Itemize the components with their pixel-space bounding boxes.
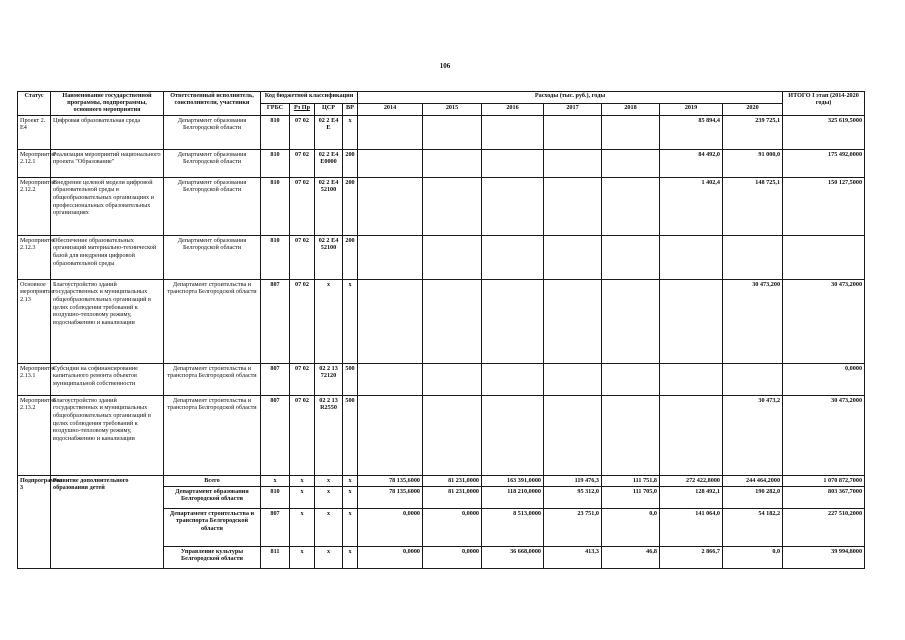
row-y2018 [602, 115, 660, 149]
subprogram-total: 803 367,7000 [783, 486, 865, 508]
table-row [18, 115, 865, 149]
header-vr: ВР [343, 103, 358, 115]
row-total [783, 235, 865, 279]
row-y2014 [358, 177, 423, 235]
subprogram-y2016: 118 210,0000 [482, 486, 544, 508]
subprogram-row [18, 475, 865, 486]
row-csr: х [315, 279, 343, 363]
row-y2014 [358, 149, 423, 177]
row-grbs: 810 [261, 115, 290, 149]
row-rzpr: 07 02 [290, 149, 315, 177]
row-y2017 [544, 363, 602, 395]
row-y2019: 84 492,0 [660, 149, 723, 177]
row-responsible: Департамент образования Белгородской области [164, 177, 261, 235]
subprogram-vr: х [343, 546, 358, 568]
header-year-2015: 2015 [423, 103, 482, 115]
subprogram-y2020: 190 282,0 [723, 486, 783, 508]
header-name: Наименование государственной программы, подпрограммы, основного мероприятия [51, 92, 164, 116]
row-total: 175 492,0000 [783, 149, 865, 177]
subprogram-vr: х [343, 486, 358, 508]
row-status: Мероприятие 2.13.2 [18, 395, 51, 475]
subprogram-grbs: 807 [261, 508, 290, 546]
row-csr: 02 2 13 72120 [315, 363, 343, 395]
row-responsible: Департамент строительства и транспорта Белгородской области [164, 279, 261, 363]
subprogram-y2020: 54 182,2 [723, 508, 783, 546]
subprogram-total: 227 510,2000 [783, 508, 865, 546]
row-status: Мероприятие 2.12.2 [18, 177, 51, 235]
subprogram-y2020: 244 464,2000 [723, 475, 783, 486]
row-name: Цифровая образовательная среда [51, 115, 164, 149]
row-y2019: 85 894,4 [660, 115, 723, 149]
row-vr: х [343, 279, 358, 363]
row-name: Благоустройство зданий государственных и муниципальных общеобразовательных организаций в целях соблюдения требований к воздушно-тепловому режиму, водоснабжению и канализации [51, 279, 164, 363]
row-name: Обеспечение образовательных организаций материально-технической базой для внедрения цифровой образовательной среды [51, 235, 164, 279]
subprogram-responsible: Всего [164, 475, 261, 486]
row-responsible: Департамент образования Белгородской области [164, 115, 261, 149]
header-year-2020: 2020 [723, 103, 783, 115]
row-y2016 [482, 177, 544, 235]
header-year-2017: 2017 [544, 103, 602, 115]
table-row [18, 235, 865, 279]
subprogram-total: 39 994,8000 [783, 546, 865, 568]
row-vr: 200 [343, 149, 358, 177]
row-status: Мероприятие 2.12.1 [18, 149, 51, 177]
page-number: 106 [439, 62, 451, 70]
row-y2020: 148 725,1 [723, 177, 783, 235]
subprogram-y2014: 0,0000 [358, 546, 423, 568]
subprogram-rzpr: х [290, 486, 315, 508]
header-year-2018: 2018 [602, 103, 660, 115]
header-status: Статус [18, 92, 51, 116]
row-csr: 02 2 Е4 52100 [315, 235, 343, 279]
table-row [18, 363, 865, 395]
row-y2020: 91 000,0 [723, 149, 783, 177]
row-total: 150 127,5000 [783, 177, 865, 235]
table-row [18, 149, 865, 177]
row-y2019 [660, 395, 723, 475]
subprogram-responsible: Департамент строительства и транспорта Белгородской области [164, 508, 261, 546]
subprogram-y2016: 36 668,0000 [482, 546, 544, 568]
subprogram-y2018: 46,8 [602, 546, 660, 568]
row-csr: 02 2 Е4 Е0000 [315, 149, 343, 177]
row-status: Проект 2. Е4 [18, 115, 51, 149]
header-expenses-group: Расходы (тыс. руб.), годы [358, 92, 783, 104]
row-grbs: 810 [261, 149, 290, 177]
row-vr: х [343, 115, 358, 149]
row-grbs: 810 [261, 235, 290, 279]
subprogram-y2019: 128 492,1 [660, 486, 723, 508]
subprogram-status: Подпрограмма 3 [18, 475, 51, 568]
row-grbs: 807 [261, 279, 290, 363]
row-y2014 [358, 235, 423, 279]
row-y2015 [423, 115, 482, 149]
header-grbs: ГРБС [261, 103, 290, 115]
subprogram-y2015: 0,0000 [423, 508, 482, 546]
row-name: Внедрение целевой модели цифровой образовательной среды в общеобразовательных организациях и профессиональных образовательных организациях [51, 177, 164, 235]
subprogram-rzpr: х [290, 475, 315, 486]
table-row [18, 395, 865, 475]
subprogram-y2014: 78 135,6000 [358, 475, 423, 486]
row-y2019 [660, 363, 723, 395]
row-status: Основное мероприятие 2.13 [18, 279, 51, 363]
row-name: Субсидии на софинансирование капитального ремонта объектов муниципальной собственности [51, 363, 164, 395]
subprogram-grbs: 810 [261, 486, 290, 508]
row-grbs: 807 [261, 395, 290, 475]
subprogram-y2014: 78 135,6000 [358, 486, 423, 508]
subprogram-y2018: 111 751,8 [602, 475, 660, 486]
row-rzpr: 07 02 [290, 115, 315, 149]
row-y2020: 30 473,200 [723, 279, 783, 363]
row-y2020 [723, 235, 783, 279]
subprogram-y2016: 163 391,0000 [482, 475, 544, 486]
subprogram-y2019: 141 064,0 [660, 508, 723, 546]
row-y2015 [423, 395, 482, 475]
row-y2016 [482, 279, 544, 363]
row-y2019 [660, 235, 723, 279]
subprogram-vr: х [343, 475, 358, 486]
row-total: 30 473,2000 [783, 279, 865, 363]
header-responsible: Ответственный исполнитель, соисполнители, участники [164, 92, 261, 116]
row-csr: 02 2 Е4 52100 [315, 177, 343, 235]
row-y2016 [482, 395, 544, 475]
row-grbs: 810 [261, 177, 290, 235]
subprogram-y2019: 272 422,8000 [660, 475, 723, 486]
row-y2019: 1 402,4 [660, 177, 723, 235]
row-y2016 [482, 115, 544, 149]
subprogram-responsible: Управление культуры Белгородской области [164, 546, 261, 568]
subprogram-csr: х [315, 508, 343, 546]
header-year-2019: 2019 [660, 103, 723, 115]
row-y2018 [602, 279, 660, 363]
row-rzpr: 07 02 [290, 279, 315, 363]
row-y2014 [358, 115, 423, 149]
row-y2018 [602, 149, 660, 177]
row-y2017 [544, 279, 602, 363]
subprogram-rzpr: х [290, 508, 315, 546]
row-y2020: 30 473,2 [723, 395, 783, 475]
subprogram-y2020: 0,0 [723, 546, 783, 568]
row-csr: 02 2 13 R2550 [315, 395, 343, 475]
row-responsible: Департамент образования Белгородской области [164, 149, 261, 177]
row-rzpr: 07 02 [290, 235, 315, 279]
row-name: Реализация мероприятий национального проекта "Образование" [51, 149, 164, 177]
header-rzpr: Рз Пр [290, 103, 315, 115]
row-y2014 [358, 363, 423, 395]
header-total: ИТОГО I этап (2014-2020 годы) [783, 92, 865, 116]
header-year-2016: 2016 [482, 103, 544, 115]
row-y2017 [544, 177, 602, 235]
row-y2016 [482, 363, 544, 395]
subprogram-responsible: Департамент образования Белгородской области [164, 486, 261, 508]
row-y2017 [544, 149, 602, 177]
row-y2015 [423, 279, 482, 363]
row-y2015 [423, 177, 482, 235]
row-y2017 [544, 395, 602, 475]
row-name: Благоустройство зданий государственных и муниципальных общеобразовательных организаций в целях соблюдения требований к воздушно-тепловому режиму, водоснабжению и канализации [51, 395, 164, 475]
subprogram-csr: х [315, 475, 343, 486]
subprogram-grbs: х [261, 475, 290, 486]
row-responsible: Департамент строительства и транспорта Белгородской области [164, 395, 261, 475]
row-vr: 500 [343, 395, 358, 475]
subprogram-total: 1 070 872,7000 [783, 475, 865, 486]
row-y2015 [423, 235, 482, 279]
row-rzpr: 07 02 [290, 363, 315, 395]
subprogram-y2015: 81 231,0000 [423, 475, 482, 486]
row-responsible: Департамент образования Белгородской области [164, 235, 261, 279]
row-y2017 [544, 115, 602, 149]
header-row-1 [18, 92, 865, 104]
subprogram-y2017: 119 476,3 [544, 475, 602, 486]
row-status: Мероприятие 2.12.3 [18, 235, 51, 279]
row-y2018 [602, 363, 660, 395]
row-y2016 [482, 235, 544, 279]
subprogram-y2019: 2 866,7 [660, 546, 723, 568]
subprogram-y2018: 111 705,0 [602, 486, 660, 508]
row-total: 0,0000 [783, 363, 865, 395]
row-y2020: 239 725,1 [723, 115, 783, 149]
subprogram-rzpr: х [290, 546, 315, 568]
subprogram-y2015: 0,0000 [423, 546, 482, 568]
row-y2018 [602, 177, 660, 235]
row-total: 325 619,5000 [783, 115, 865, 149]
row-y2014 [358, 395, 423, 475]
header-csr: ЦСР [315, 103, 343, 115]
header-code-group: Код бюджетной классификации [261, 92, 358, 104]
subprogram-csr: х [315, 546, 343, 568]
row-csr: 02 2 Е4 Е [315, 115, 343, 149]
subprogram-y2017: 23 751,0 [544, 508, 602, 546]
subprogram-y2018: 0,0 [602, 508, 660, 546]
row-y2015 [423, 149, 482, 177]
subprogram-y2015: 81 231,0000 [423, 486, 482, 508]
row-y2018 [602, 395, 660, 475]
budget-table [17, 91, 865, 569]
row-y2014 [358, 279, 423, 363]
row-status: Мероприятие 2.13.1 [18, 363, 51, 395]
row-rzpr: 07 02 [290, 177, 315, 235]
row-y2015 [423, 363, 482, 395]
table-row [18, 177, 865, 235]
row-y2020 [723, 363, 783, 395]
row-vr: 200 [343, 235, 358, 279]
table-row [18, 279, 865, 363]
row-vr: 500 [343, 363, 358, 395]
subprogram-y2017: 95 312,0 [544, 486, 602, 508]
row-y2018 [602, 235, 660, 279]
subprogram-y2014: 0,0000 [358, 508, 423, 546]
subprogram-y2016: 8 513,0000 [482, 508, 544, 546]
row-grbs: 807 [261, 363, 290, 395]
subprogram-grbs: 811 [261, 546, 290, 568]
row-y2017 [544, 235, 602, 279]
row-rzpr: 07 02 [290, 395, 315, 475]
subprogram-csr: х [315, 486, 343, 508]
row-responsible: Департамент строительства и транспорта Белгородской области [164, 363, 261, 395]
row-total: 30 473,2000 [783, 395, 865, 475]
row-vr: 200 [343, 177, 358, 235]
row-y2016 [482, 149, 544, 177]
subprogram-name: Развитие дополнительного образования детей [51, 475, 164, 568]
subprogram-y2017: 413,3 [544, 546, 602, 568]
header-year-2014: 2014 [358, 103, 423, 115]
row-y2019 [660, 279, 723, 363]
subprogram-vr: х [343, 508, 358, 546]
